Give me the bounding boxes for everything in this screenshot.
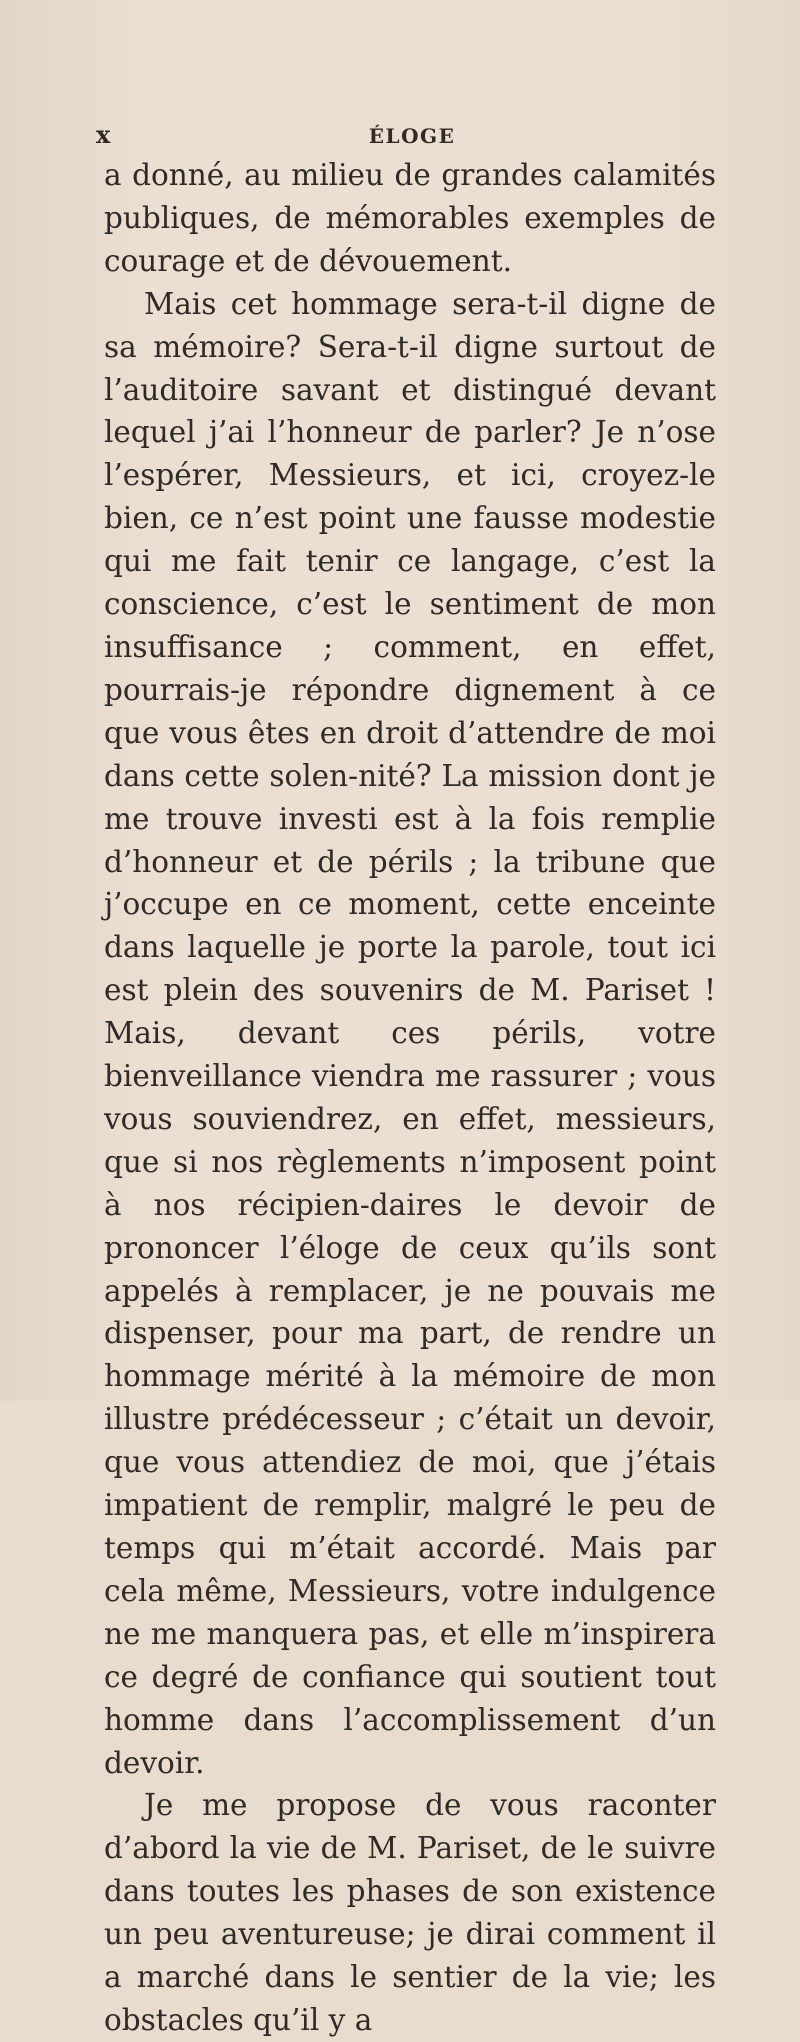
- running-title: ÉLOGE: [368, 124, 456, 148]
- body-text: [104, 154, 716, 2042]
- page-header: [96, 118, 716, 148]
- page-number: x: [96, 120, 112, 149]
- paragraph: Je me propose de vous raconter d’abord la vie de M. Pariset, de le suivre dans toutes les phases de son existence un peu aventureuse; je dirai comment il a marché dans le sentier de la vie; les obstacles qu’il y a: [104, 1788, 716, 2037]
- paragraph-continued: a donné, au milieu de grandes calamités publiques, de mémorables exemples de courage et de dévouement.: [104, 158, 716, 278]
- paragraph: Mais cet hommage sera-t-il digne de sa mémoire? Sera-t-il digne surtout de l’auditoire savant et distingué devant lequel j’ai l’honneur de parler? Je n’ose l’espérer, Messieurs, et ici, croyez-le bien, ce n’est point une fausse modestie qui me fait tenir ce langage, c’est la conscience, c’est le sentiment de mon insuffisance ; comment, en effet, pourrais-je répondre dignement à ce que vous êtes en droit d’attendre de moi dans cette solen-nité? La mission dont je me trouve investi est à la fois remplie d’honneur et de périls ; la tribune que j’occupe en ce moment, cette enceinte dans laquelle je porte la parole, tout ici est plein des souvenirs de M. Pariset ! Mais, devant ces périls, votre bienveillance viendra me rassurer ; vous vous souviendrez, en effet, messieurs, que si nos règlements n’imposent point à nos récipien-daires le devoir de prononcer l’éloge de ceux qu’ils sont appelés à remplacer, je ne pouvais me dispenser, pour ma part, de rendre un hommage mérité à la mémoire de mon illustre prédécesseur ; c’était un devoir, que vous attendiez de moi, que j’étais impatient de remplir, malgré le peu de temps qui m’était accordé. Mais par cela même, Messieurs, votre indulgence ne me manquera pas, et elle m’inspirera ce degré de confiance qui soutient tout homme dans l’accomplissement d’un devoir.: [104, 286, 716, 1780]
